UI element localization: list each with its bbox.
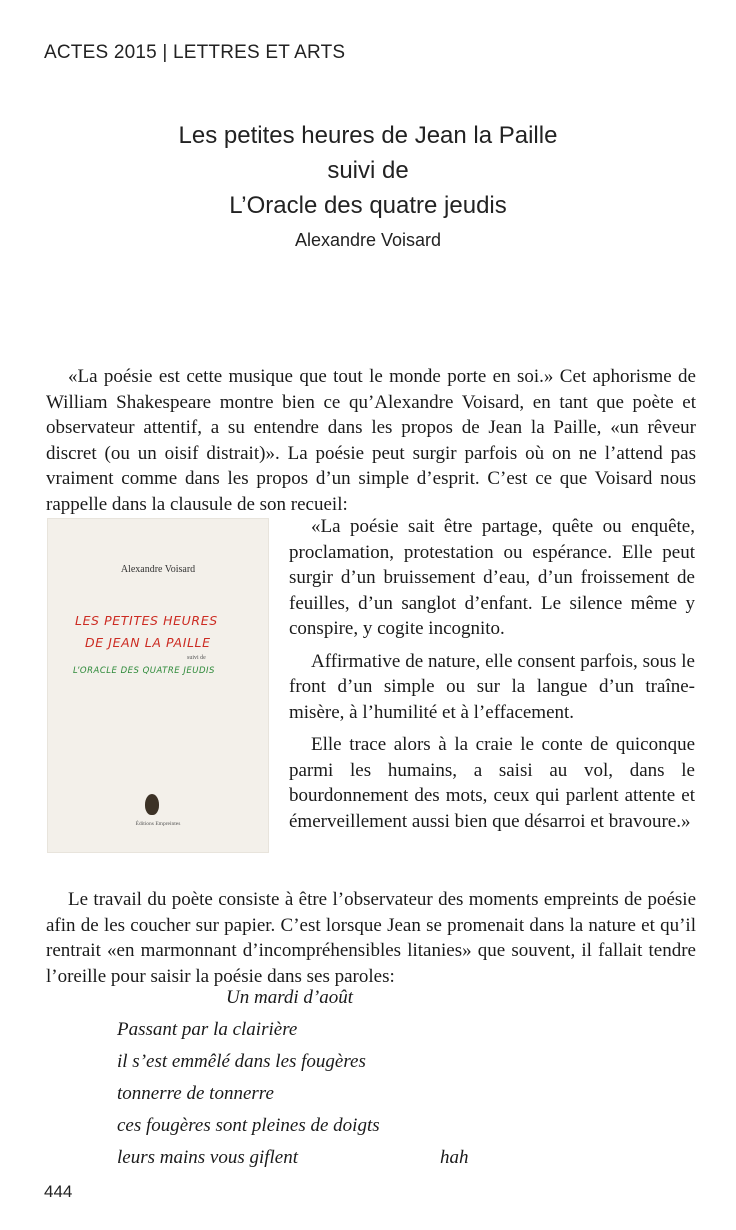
poem-line-6: leurs mains vous giflent [117,1147,299,1168]
cover-author: Alexandre Voisard [120,564,196,575]
cover-title [75,610,265,654]
quote-paragraph-3: Elle trace alors à la craie le conte de quiconque parmi les humains, a saisi au vol, dans le bourdonnement des mots, ceux qui parlent attente et émerveillement aussi bien que désarroi et bravoure.» [289,734,695,832]
cover-title-line-1: LES PETITES HEURES [75,613,218,628]
poem-line-6-exclamation: hah [440,1147,469,1168]
quote-paragraph-1: «La poésie sait être partage, quête ou enquête, proclamation, protestation ou espérance. Elle peut surgir d’un bruissement d’eau, d’un froissement de feuilles, d’un sanglot d’enfant. Le silence même y conspire, y cogite incognito. [289,516,695,639]
title-line-3: L’Oracle des quatre jeudis [229,192,507,219]
title-line-1: Les petites heures de Jean la Paille [178,122,558,149]
poem-line-4: tonnerre de tonnerre [117,1083,274,1104]
intro-paragraph: «La poésie est cette musique que tout le monde porte en soi.» Cet aphorisme de William Shakespeare montre bien ce qu’Alexandre Voisard, en tant que poète et observateur attentif, a su entendre dans les propos de Jean la Paille, «un rêveur discret (ou un oisif distrait)». La poésie peut surgir parfois où on ne l’attend pas vraiment comme dans les propos d’un simple d’esprit. C’est ce que Voisard nous rappelle dans la clausule de son recueil: [46,366,696,515]
quote-block [289,514,695,841]
book-cover-image [47,518,269,853]
page-number: 444 [44,1182,73,1201]
poem-line-2: Passant par la clairière [117,1019,298,1040]
cover-title-line-2: DE JEAN LA PAILLE [85,635,211,650]
running-head: ACTES 2015 | LETTRES ET ARTS [44,42,346,63]
author-name: Alexandre Voisard [294,230,442,250]
quote-paragraph-2: Affirmative de nature, elle consent parfois, sous le front d’un simple ou sur la langue d’un traîne-misère, à l’humilité et à l’effacement. [289,650,695,723]
body-paragraph: Le travail du poète consiste à être l’observateur des moments empreints de poésie afin de les coucher sur papier. C’est lorsque Jean se promenait dans la nature et qu’il rentrait «en marmonnant d’incompréhensibles litanies» que souvent, il fallait tendre l’oreille pour saisir la poésie dans ses paroles: [46,889,696,987]
publisher-logo-icon [145,794,159,815]
poem-line-5: ces fougères sont pleines de doigts [117,1115,380,1136]
poem-line-3: il s’est emmêlé dans les fougères [117,1051,366,1072]
cover-suivi: suivi de [187,655,206,661]
poem-line-1: Un mardi d’août [226,987,354,1008]
intro-section [46,364,696,517]
cover-subtitle: L’ORACLE DES QUATRE JEUDIS [73,666,215,676]
title-line-2: suivi de [327,157,409,184]
title-block [0,118,736,255]
cover-publisher: Éditions Empreintes [135,821,181,827]
body-section [46,887,696,989]
